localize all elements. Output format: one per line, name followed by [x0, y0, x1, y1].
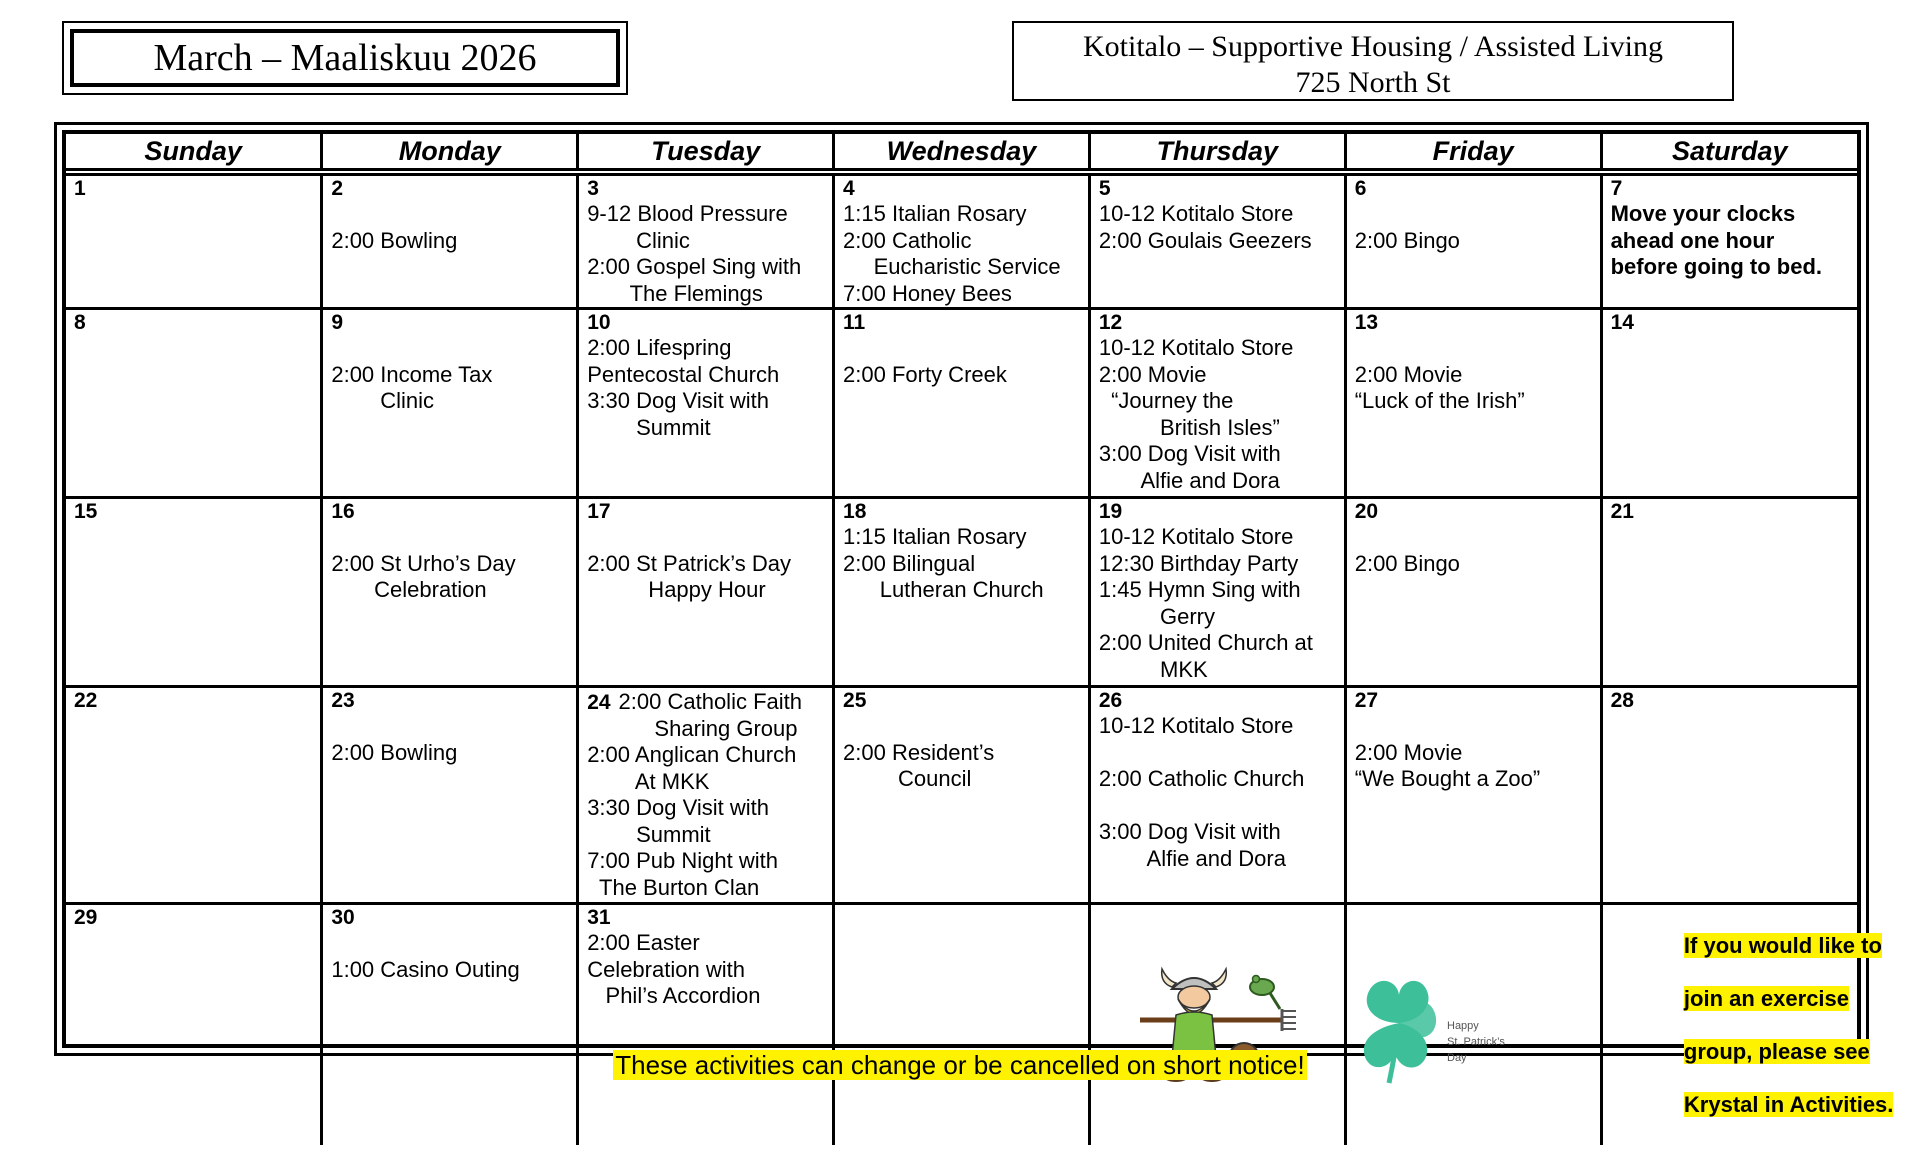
footer-text: These activities can change or be cancelled on short notice! [615, 1050, 1305, 1080]
st-patricks-illustration [1355, 906, 1592, 1145]
day-number: 11 [843, 311, 866, 334]
week-row [66, 687, 1857, 904]
day-number: 24 [587, 691, 611, 714]
week-row [66, 172, 1857, 309]
day-cell [1345, 309, 1601, 498]
calendar-table [66, 134, 1894, 1145]
day-number: 25 [843, 689, 867, 712]
day-cell [834, 498, 1090, 687]
day-cell [1601, 498, 1857, 687]
day-events: 1:15 Italian Rosary 2:00 Catholic Eucharistic Service 7:00 Honey Bees [843, 201, 1061, 306]
day-events: 2:00 Bowling [331, 739, 458, 765]
day-cell [1345, 498, 1601, 687]
day-cell [322, 498, 578, 687]
day-cell [834, 309, 1090, 498]
organization-address: 725 North St [1295, 66, 1451, 99]
shamrock-caption: St. Patrick’s [1446, 1036, 1505, 1049]
day-events: 2:00 Movie “We Bought a Zoo” [1354, 739, 1541, 791]
exercise-note-line: group, please see [1683, 1038, 1870, 1064]
weekday-header-row [66, 134, 1857, 172]
day-cell [1089, 172, 1345, 309]
day-number: 23 [331, 689, 355, 712]
shamrock-caption: Happy [1446, 1020, 1479, 1033]
day-number: 4 [843, 177, 855, 200]
day-events: 10-12 Kotitalo Store 12:30 Birthday Party 1:45 Hymn Sing with Gerry 2:00 United Church at MKK [1098, 524, 1313, 682]
day-number: 18 [843, 500, 867, 523]
weekday-header: Tuesday [578, 134, 834, 172]
day-cell [1089, 687, 1345, 904]
day-number: 15 [74, 500, 98, 523]
day-cell [578, 904, 834, 1145]
title-box [62, 21, 628, 95]
day-cell [1089, 309, 1345, 498]
weekday-header: Monday [322, 134, 578, 172]
viking-illustration [1099, 906, 1336, 1145]
week-row [66, 309, 1857, 498]
day-cell [66, 687, 322, 904]
day-cell [322, 309, 578, 498]
day-cell [1601, 904, 1894, 1145]
day-cell [1345, 687, 1601, 904]
weekday-header: Sunday [66, 134, 322, 172]
day-number: 2 [331, 177, 344, 200]
day-number: 10 [587, 311, 611, 334]
day-cell [322, 904, 578, 1145]
day-events: 2:00 St Urho’s Day Celebration [331, 550, 516, 602]
day-cell [66, 904, 322, 1145]
day-cell [578, 498, 834, 687]
day-number: 26 [1098, 689, 1123, 712]
day-events: 2:00 Easter Celebration with Phil’s Accordion [587, 930, 761, 1008]
day-number: 13 [1354, 311, 1379, 334]
day-number: 8 [74, 311, 86, 334]
day-number: 31 [587, 906, 611, 929]
day-number: 3 [587, 177, 599, 200]
day-events: 1:15 Italian Rosary 2:00 Bilingual Lutheran Church [843, 524, 1044, 602]
exercise-group-note [1611, 906, 1894, 1145]
exercise-note-line: Krystal in Activities. [1683, 1091, 1894, 1117]
day-number: 17 [587, 500, 611, 523]
day-events: 2:00 Bowling [331, 227, 458, 253]
week-row [66, 498, 1857, 687]
day-events: 2:00 Bingo [1354, 550, 1460, 576]
day-cell [322, 172, 578, 309]
day-cell [578, 172, 834, 309]
day-events: 1:00 Casino Outing [331, 956, 520, 982]
day-events: 2:00 Forty Creek [843, 361, 1007, 387]
weekday-header: Friday [1345, 134, 1601, 172]
organization-name: Kotitalo – Supportive Housing / Assisted Living [1082, 30, 1663, 63]
day-cell [1089, 904, 1345, 1145]
day-number: 21 [1610, 500, 1634, 523]
day-number: 27 [1354, 689, 1379, 712]
weekday-header: Wednesday [834, 134, 1090, 172]
week-row [66, 904, 1857, 1145]
day-cell [322, 687, 578, 904]
day-cell [1601, 172, 1857, 309]
exercise-note-line: If you would like to [1683, 932, 1882, 958]
day-number: 1 [74, 177, 86, 200]
day-number: 20 [1354, 500, 1379, 523]
day-cell [66, 498, 322, 687]
day-number: 22 [74, 689, 98, 712]
day-number: 14 [1610, 311, 1634, 334]
day-number: 7 [1610, 177, 1623, 200]
day-cell [1345, 904, 1601, 1145]
day-number: 6 [1354, 177, 1367, 200]
organization-box [1012, 21, 1734, 101]
day-events: 2:00 St Patrick’s Day Happy Hour [587, 550, 791, 602]
day-number: 12 [1098, 311, 1123, 334]
day-cell [834, 904, 1090, 1145]
daylight-saving-note: Move your clocks ahead one hour before going to bed. [1610, 201, 1822, 279]
footer-notice [0, 1050, 1920, 1081]
day-events: 2:00 Movie “Luck of the Irish” [1354, 361, 1525, 413]
day-events: 9-12 Blood Pressure Clinic 2:00 Gospel Sing with The Flemings [587, 201, 802, 306]
page-title: March – Maaliskuu 2026 [70, 29, 620, 87]
day-events: 10-12 Kotitalo Store 2:00 Movie “Journey the British Isles” 3:00 Dog Visit with Alfie and Dora [1098, 335, 1294, 493]
day-number: 28 [1610, 689, 1634, 712]
day-cell [1601, 309, 1857, 498]
day-events: 2:00 Resident’s Council [843, 739, 995, 791]
day-events: 2:00 Lifespring Pentecostal Church 3:30 Dog Visit with Summit [587, 335, 780, 440]
weekday-header: Thursday [1089, 134, 1345, 172]
day-cell [578, 687, 834, 904]
day-events: Sharing Group 2:00 Anglican Church At MKK 3:30 Dog Visit with Summit 7:00 Pub Night with The Burton Clan [587, 715, 798, 900]
day-number: 16 [331, 500, 355, 523]
day-events: 2:00 Bingo [1354, 227, 1460, 253]
day-first-event: 2:00 Catholic Faith [618, 689, 802, 714]
exercise-note-line: join an exercise [1683, 985, 1850, 1011]
day-cell [834, 172, 1090, 309]
day-events: 2:00 Income Tax Clinic [331, 361, 493, 413]
shamrock-caption: Day [1446, 1052, 1467, 1065]
day-cell [1345, 172, 1601, 309]
day-cell [578, 309, 834, 498]
day-number: 5 [1098, 177, 1111, 200]
day-cell [1089, 498, 1345, 687]
day-number: 29 [74, 906, 98, 929]
day-number: 30 [331, 906, 355, 929]
day-number: 9 [331, 311, 344, 334]
day-events: 10-12 Kotitalo Store 2:00 Catholic Church 3:00 Dog Visit with Alfie and Dora [1098, 713, 1305, 871]
weekday-header: Saturday [1601, 134, 1857, 172]
day-cell [66, 309, 322, 498]
day-cell [1601, 687, 1857, 904]
day-events: 10-12 Kotitalo Store 2:00 Goulais Geezers [1098, 201, 1312, 253]
day-number: 19 [1098, 500, 1123, 523]
day-cell [834, 687, 1090, 904]
day-cell [66, 172, 322, 309]
